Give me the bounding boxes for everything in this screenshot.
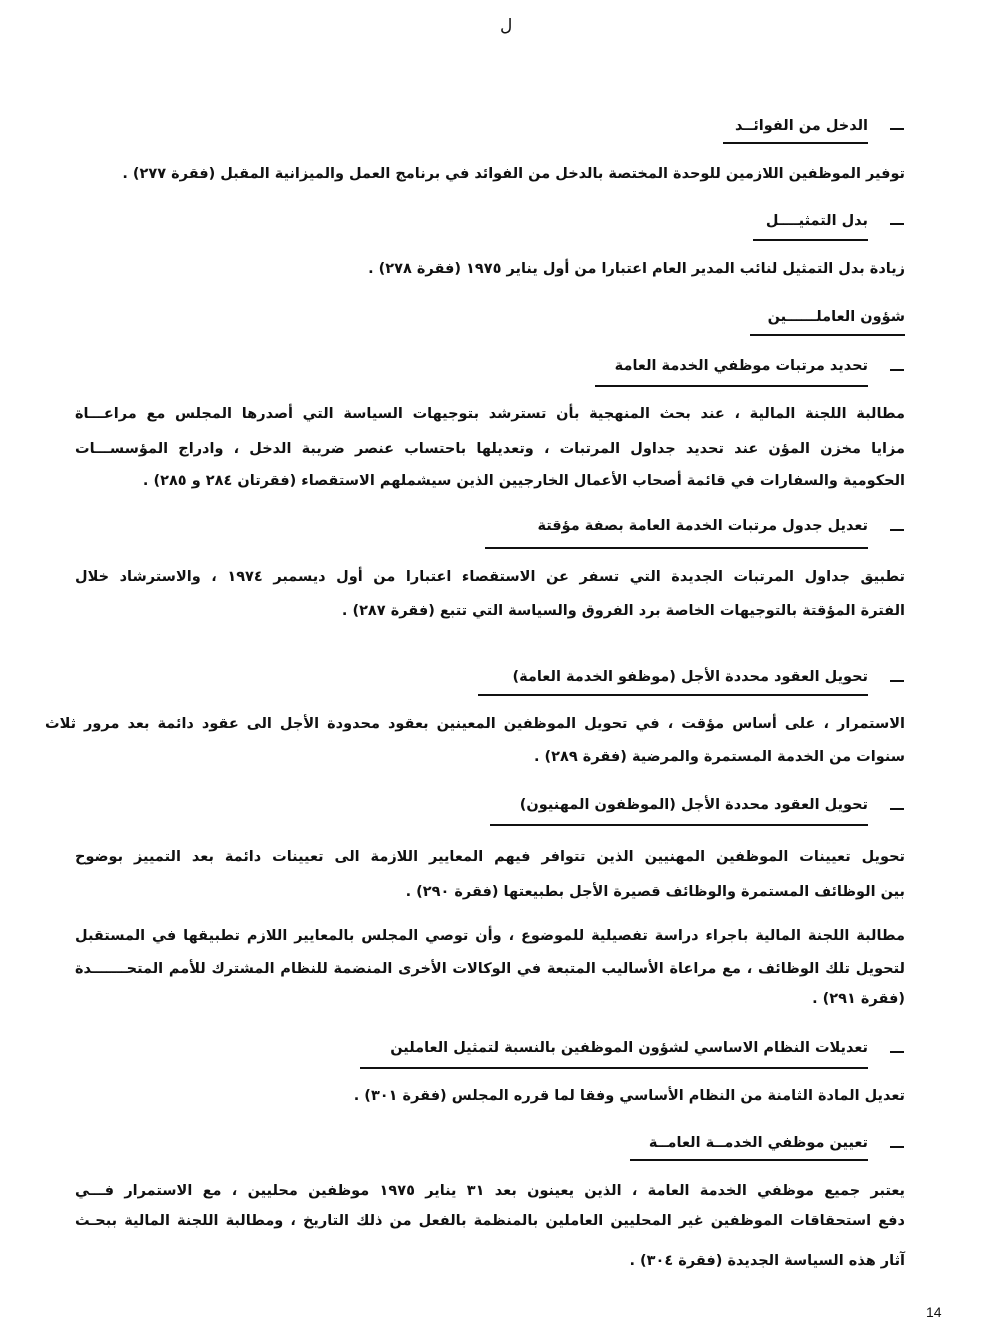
bullet-dash	[890, 808, 904, 810]
paragraph-line: (فقرة ٢٩١) .	[812, 991, 905, 1007]
section-heading: تحويل العقود محددة الأجل (الموظفون المهنيون)	[519, 797, 868, 813]
paragraph-line: مزايا مخزن المؤن عند تحديد جداول المرتبات ، وتعديلها باحتساب عنصر ضريبة الدخل ، وادراج المؤسســـات	[75, 441, 905, 457]
bullet-dash	[890, 529, 904, 531]
section-heading: الدخل من الفوائــد	[735, 118, 868, 134]
heading-underline	[630, 1159, 868, 1161]
section-heading: تعديلات النظام الاساسي لشؤون الموظفين بالنسبة لتمثيل العاملين	[390, 1040, 868, 1056]
paragraph-line: الحكومية والسفارات في قائمة أصحاب الأعمال الخارجيين الذين سيشملهم الاستقصاء (فقرتان ٢٨٤ و ٢٨٥) .	[142, 473, 905, 489]
section-heading: بدل التمثيــــل	[765, 213, 868, 229]
heading-underline	[750, 334, 905, 336]
heading-underline	[478, 694, 868, 696]
paragraph-line: يعتبر جميع موظفي الخدمة العامة ، الذين يعينون بعد ٣١ يناير ١٩٧٥ موظفين محليين ، مع الاستمرار فـــي	[75, 1183, 905, 1199]
section-heading: تعديل جدول مرتبات الخدمة العامة بصفة مؤقتة	[537, 518, 868, 534]
bullet-dash	[890, 1146, 904, 1148]
paragraph-line: لتحويل تلك الوظائف ، مع مراعاة الأساليب المتبعة في الوكالات الأخرى المنضمة للنظام المشترك للأمم المتحـــــــدة	[75, 961, 905, 977]
page-number: 14	[926, 1304, 942, 1320]
paragraph-line: الاستمرار ، على أساس مؤقت ، في تحويل الموظفين المعينين بعقود محدودة الأجل الى عقود دائمة بعد مرور ثلاث	[45, 716, 905, 732]
heading-underline	[595, 385, 868, 387]
bullet-dash	[890, 223, 904, 225]
section-heading: تحديد مرتبات موظفي الخدمة العامة	[614, 358, 868, 374]
paragraph-line: سنوات من الخدمة المستمرة والمرضية (فقرة ٢٨٩) .	[533, 749, 905, 765]
bullet-dash	[890, 680, 904, 682]
bullet-dash	[890, 1051, 904, 1053]
paragraph-line: زيادة بدل التمثيل لنائب المدير العام اعتبارا من أول يناير ١٩٧٥ (فقرة ٢٧٨) .	[368, 261, 905, 277]
heading-underline	[360, 1067, 868, 1069]
paragraph-line: توفير الموظفين اللازمين للوحدة المختصة بالدخل من الفوائد في برنامج العمل والميزانية المقبل (فقرة ٢٧٧) .	[122, 166, 905, 182]
section-heading: تعيين موظفي الخدمــة العامــة	[648, 1135, 868, 1151]
paragraph-line: مطالبة اللجنة المالية ، عند بحث المنهجية بأن تسترشد بتوجيهات السياسة التي أصدرها المجلس مع مراعـــاة	[75, 406, 905, 422]
bullet-dash	[890, 369, 904, 371]
heading-underline	[723, 142, 868, 144]
section-heading: تحويل العقود محددة الأجل (موظفو الخدمة العامة)	[512, 669, 868, 685]
paragraph-line: تحويل تعيينات الموظفين المهنيين الذين تتوافر فيهم المعايير اللازمة الى تعيينات دائمة بعد التمييز بوضوح	[75, 849, 905, 865]
paragraph-line: تطبيق جداول المرتبات الجديدة التي تسفر عن الاستقصاء اعتبارا من أول ديسمبر ١٩٧٤ ، والاسترشاد خلال	[75, 569, 905, 585]
section-heading: شؤون العاملــــــين	[767, 309, 905, 325]
bullet-dash	[890, 128, 904, 130]
heading-underline	[490, 824, 868, 826]
page-mark: ل	[500, 16, 513, 36]
paragraph-line: الفترة المؤقتة بالتوجيهات الخاصة برد الفروق والسياسة التي تتبع (فقرة ٢٨٧) .	[341, 603, 905, 619]
paragraph-line: آثار هذه السياسة الجديدة (فقرة ٣٠٤) .	[629, 1253, 905, 1269]
paragraph-line: دفع استحقاقات الموظفين غير المحليين العاملين بالمنظمة بالفعل من ذلك التاريخ ، ومطالبة اللجنة المالية ببحـث	[75, 1213, 905, 1229]
paragraph-line: تعديل المادة الثامنة من النظام الأساسي وفقا لما قرره المجلس (فقرة ٣٠١) .	[353, 1088, 905, 1104]
paragraph-line: بين الوظائف المستمرة والوظائف قصيرة الأجل بطبيعتها (فقرة ٢٩٠) .	[405, 884, 905, 900]
paragraph-line: مطالبة اللجنة المالية باجراء دراسة تفصيلية للموضوع ، وأن توصي المجلس بالمعايير اللازم تطبيقها في المستقبل	[75, 928, 905, 944]
heading-underline	[753, 239, 868, 241]
heading-underline	[485, 547, 868, 549]
